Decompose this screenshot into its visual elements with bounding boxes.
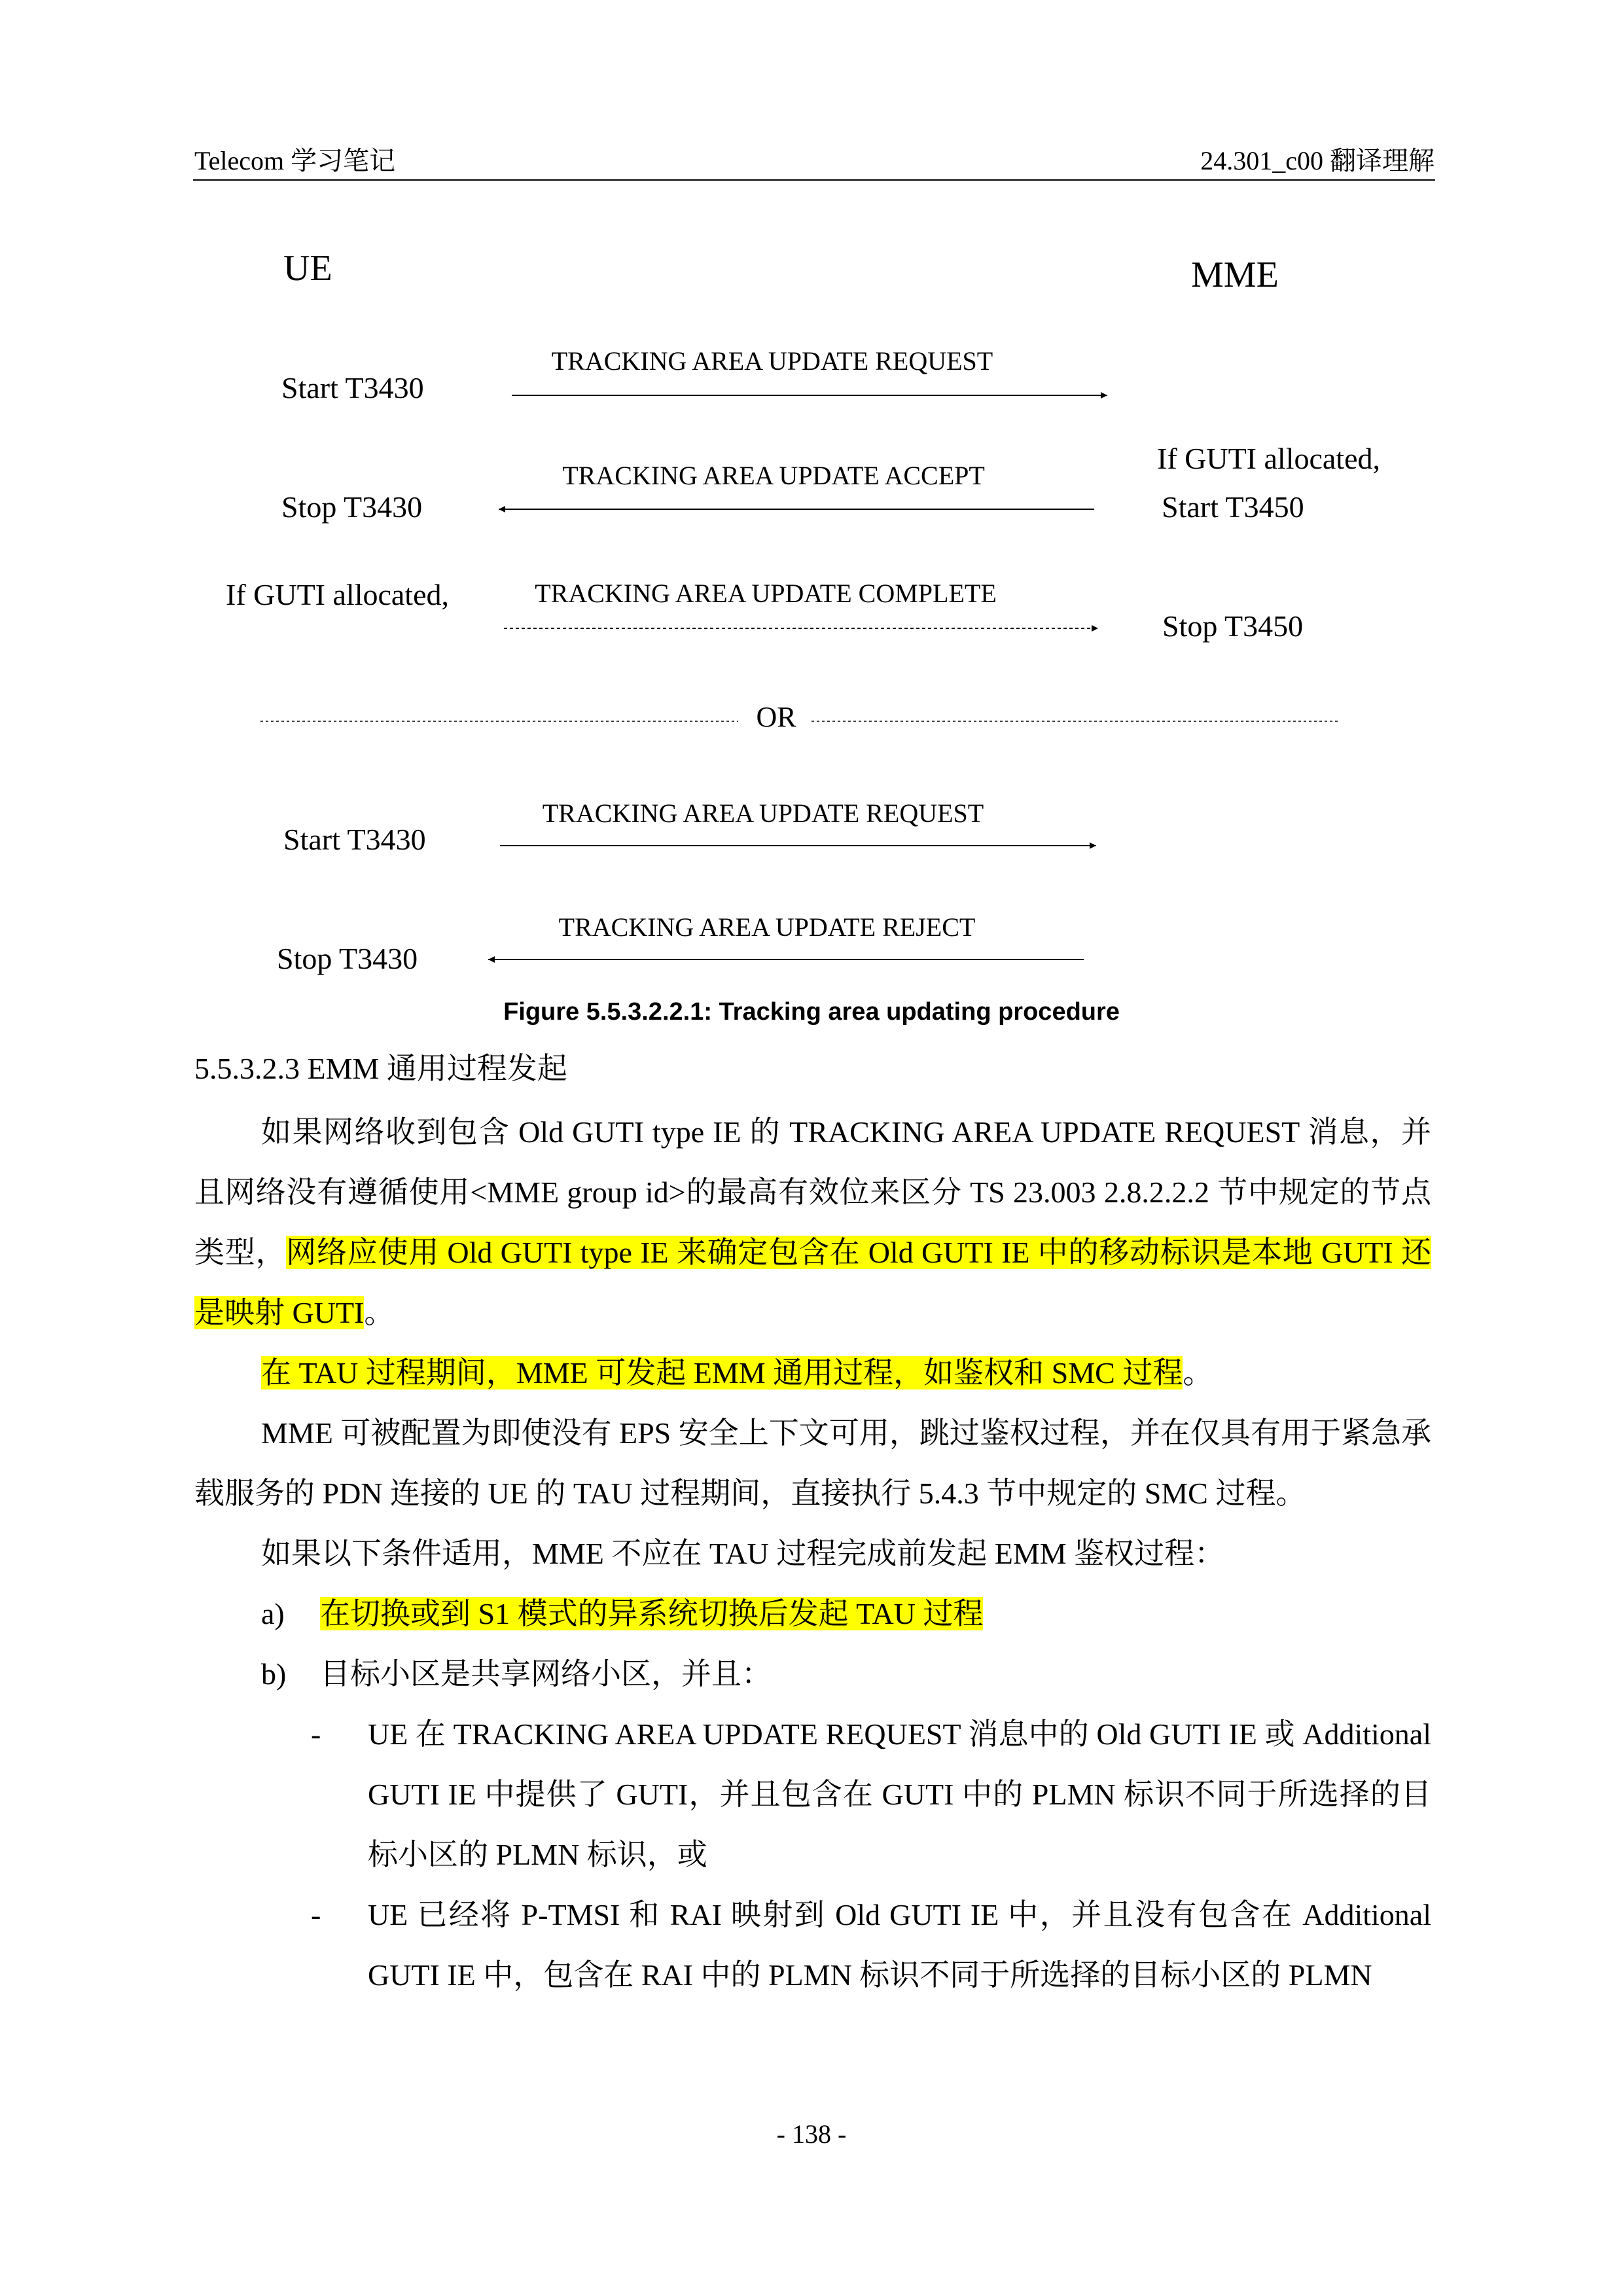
ue-start-t3430-2: Start T3430 bbox=[283, 823, 426, 856]
paragraph-1 bbox=[194, 1102, 1431, 1343]
paragraph-3: MME 可被配置为即使没有 EPS 安全上下文可用，跳过鉴权过程，并在仅具有用于紧急承载服务的 PDN 连接的 UE 的 TAU 过程期间，直接执行 5.4.3 节中规定的 SMC 过程。 bbox=[194, 1416, 1431, 1510]
tau-sequence-diagram bbox=[0, 0, 1623, 1047]
ue-label: UE bbox=[283, 248, 332, 289]
para2-highlight: 在 TAU 过程期间，MME 可发起 EMM 通用过程，如鉴权和 SMC 过程 bbox=[261, 1356, 1183, 1390]
sub-item-2-text: UE 已经将 P-TMSI 和 RAI 映射到 Old GUTI IE 中，并且没有包含在 Additional GUTI IE 中，包含在 RAI 中的 PLMN 标识不同于所选择的目标小区的 PLMN bbox=[368, 1898, 1431, 1992]
paragraph-2 bbox=[194, 1343, 1431, 1403]
page-number: - 138 - bbox=[776, 2119, 847, 2149]
ue-stop-t3430-2: Stop T3430 bbox=[277, 942, 418, 975]
msg-tau-reject: TRACKING AREA UPDATE REJECT bbox=[558, 912, 976, 942]
msg-tau-request: TRACKING AREA UPDATE REQUEST bbox=[551, 346, 993, 376]
list-item-b-text: 目标小区是共享网络小区，并且： bbox=[320, 1657, 772, 1691]
list-item-b bbox=[194, 1644, 1431, 1704]
list-item-a bbox=[194, 1584, 1431, 1644]
msg-tau-accept: TRACKING AREA UPDATE ACCEPT bbox=[562, 461, 985, 490]
header-right: 24.301_c00 翻译理解 bbox=[1200, 146, 1435, 175]
sub-item-1-text: UE 在 TRACKING AREA UPDATE REQUEST 消息中的 Old GUTI IE 或 Additional GUTI IE 中提供了 GUTI，并且包含在 GUTI 中的 PLMN 标识不同于所选择的目标小区的 PLMN 标识，或 bbox=[368, 1717, 1431, 1871]
header-left: Telecom 学习笔记 bbox=[194, 146, 396, 175]
figure-caption: Figure 5.5.3.2.2.1: Tracking area updating procedure bbox=[503, 998, 1120, 1026]
mme-if-guti-allocated: If GUTI allocated, bbox=[1157, 442, 1381, 475]
body-text bbox=[194, 1102, 1431, 2005]
para2-end: 。 bbox=[1183, 1356, 1213, 1390]
mme-label: MME bbox=[1191, 255, 1279, 295]
paragraph-4: 如果以下条件适用，MME 不应在 TAU 过程完成前发起 EMM 鉴权过程： bbox=[261, 1537, 1225, 1570]
list-marker-a: a) bbox=[261, 1597, 285, 1630]
dash-marker-1: - bbox=[311, 1717, 321, 1751]
msg-tau-complete: TRACKING AREA UPDATE COMPLETE bbox=[535, 579, 997, 608]
sub-item-1 bbox=[194, 1704, 1431, 1885]
para1-text: 如果网络收到包含 Old GUTI type IE 的 TRACKING AREA UPDATE REQUEST 消息，并且网络没有遵循使用<MME group id>的最高有效位来区分 TS 23.003 2.8.2.2.2 节中规定的节点类型， bbox=[194, 1115, 1431, 1269]
ue-start-t3430: Start T3430 bbox=[281, 371, 424, 404]
list-item-a-text: 在切换或到 S1 模式的异系统切换后发起 TAU 过程 bbox=[320, 1597, 984, 1630]
mme-stop-t3450: Stop T3450 bbox=[1162, 609, 1304, 643]
dash-marker-2: - bbox=[311, 1898, 321, 1931]
section-heading: 5.5.3.2.3 EMM 通用过程发起 bbox=[194, 1052, 567, 1085]
list-marker-b: b) bbox=[261, 1657, 287, 1691]
or-label: OR bbox=[756, 701, 796, 733]
mme-start-t3450: Start T3450 bbox=[1162, 490, 1304, 524]
para1-highlight: 网络应使用 Old GUTI type IE 来确定包含在 Old GUTI IE 中的移动标识是本地 GUTI 还是映射 GUTI bbox=[194, 1236, 1432, 1329]
ue-if-guti-allocated: If GUTI allocated, bbox=[226, 578, 450, 611]
ue-stop-t3430: Stop T3430 bbox=[281, 490, 423, 524]
msg-tau-request-2: TRACKING AREA UPDATE REQUEST bbox=[542, 798, 984, 828]
para1-end: 。 bbox=[364, 1296, 395, 1329]
sub-item-2 bbox=[194, 1885, 1431, 2005]
